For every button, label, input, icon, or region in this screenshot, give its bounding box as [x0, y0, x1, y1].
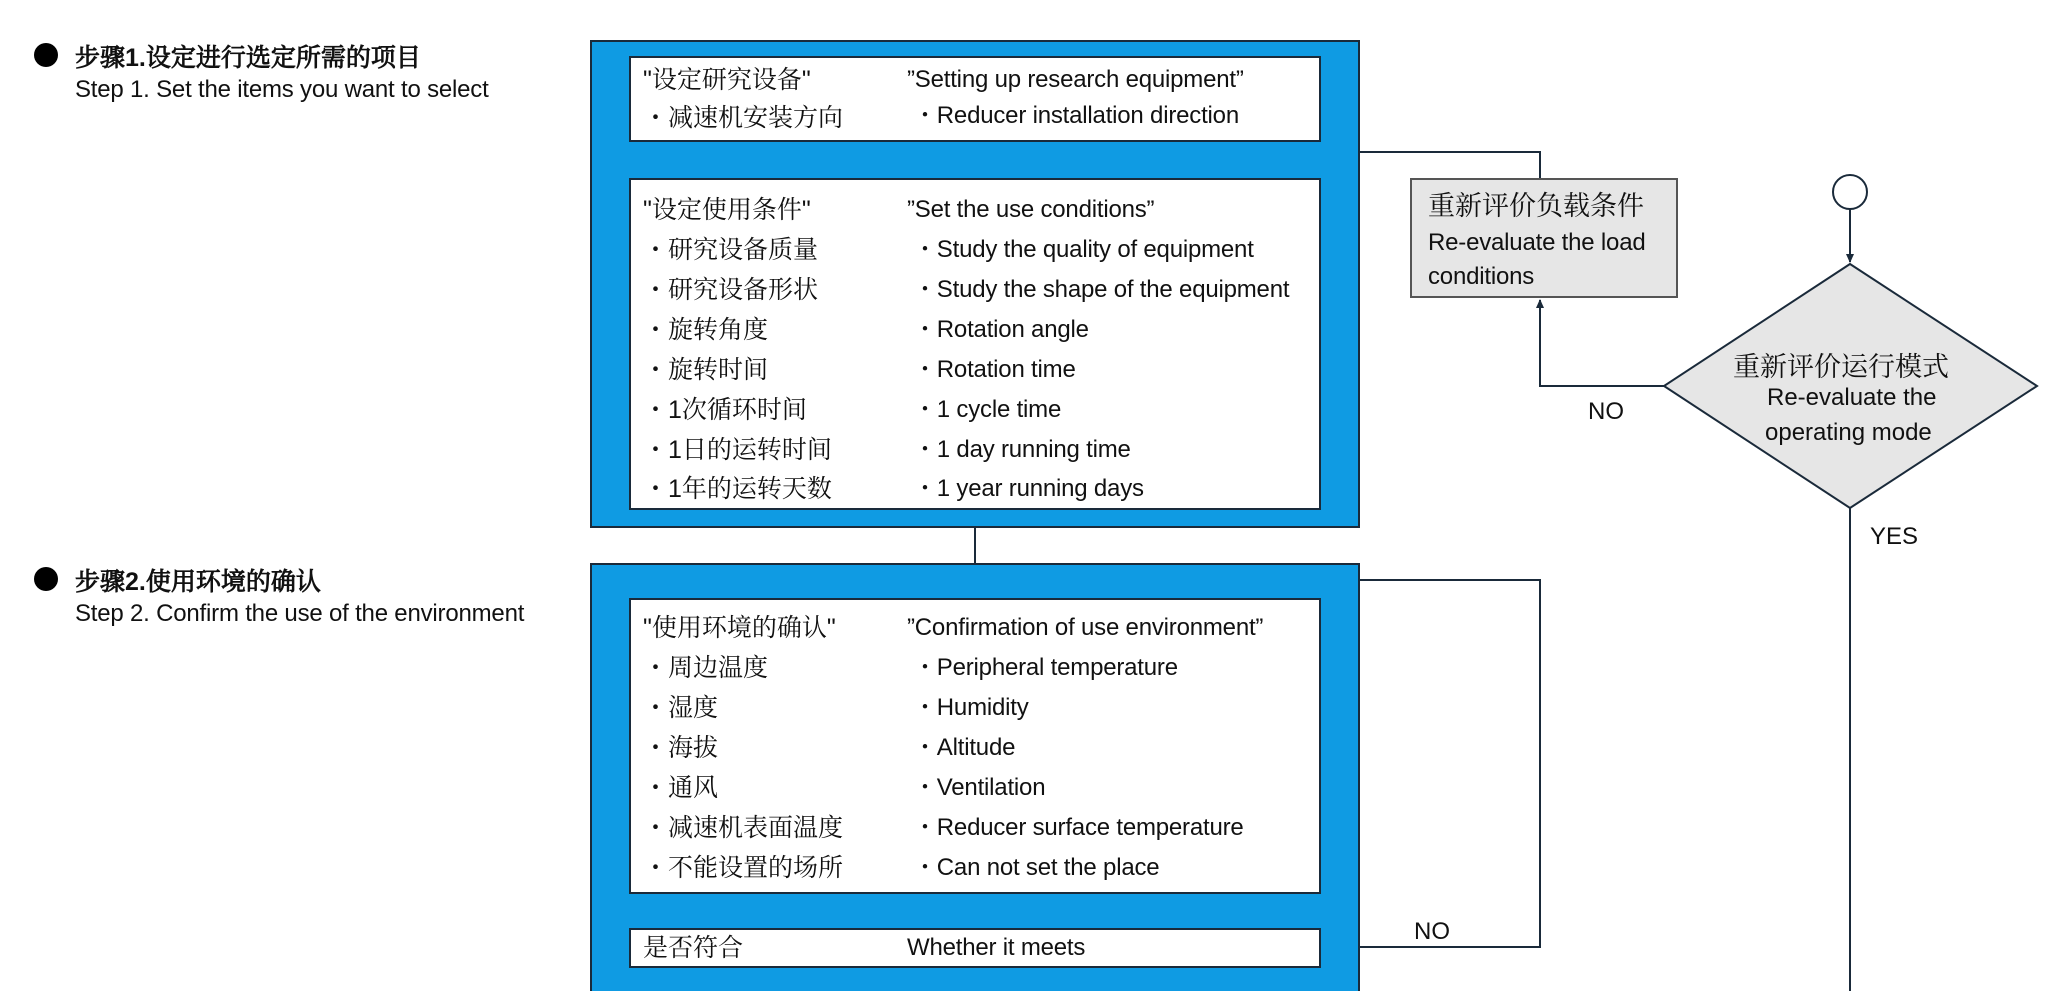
meets-cn: 是否符合	[643, 934, 744, 962]
reevaluate-load-en-2: conditions	[1428, 263, 1535, 290]
conditions-item-en: ・Rotation angle	[913, 316, 1089, 343]
box-use-environment	[629, 598, 1321, 894]
environment-item-en: ・Altitude	[913, 734, 1016, 761]
conditions-item-en: ・Rotation time	[913, 356, 1076, 383]
conditions-item-en: ・Study the shape of the equipment	[913, 276, 1290, 303]
environment-item-cn: ・周边温度	[643, 654, 769, 682]
environment-item-cn: ・不能设置的场所	[643, 854, 844, 882]
box-research-equipment	[629, 56, 1321, 142]
equipment-head-cn: "设定研究设备"	[643, 66, 811, 94]
reevaluate-mode-cn: 重新评价运行模式	[1733, 352, 1949, 382]
environment-item-cn: ・通风	[643, 774, 719, 802]
conditions-item-en: ・Study the quality of equipment	[913, 236, 1254, 263]
conditions-item-en: ・1 day running time	[913, 436, 1131, 463]
environment-item-en: ・Can not set the place	[913, 854, 1160, 881]
environment-item-en: ・Humidity	[913, 694, 1029, 721]
environment-item-cn: ・海拔	[643, 734, 719, 762]
environment-item-en: ・Ventilation	[913, 774, 1046, 801]
conditions-item-en: ・1 year running days	[913, 475, 1144, 502]
step2-bullet	[34, 567, 58, 591]
conditions-item-cn: ・研究设备质量	[643, 236, 819, 264]
box-whether-meets	[629, 928, 1321, 968]
step2-title-en: Step 2. Confirm the use of the environment	[75, 600, 525, 627]
conditions-item-cn: ・1日的运转时间	[643, 436, 832, 464]
label-no-lower: NO	[1414, 918, 1450, 945]
step1-title-cn: 步骤1.设定进行选定所需的项目	[75, 44, 421, 72]
equipment-item-en: ・Reducer installation direction	[913, 102, 1239, 129]
step1-title-en: Step 1. Set the items you want to select	[75, 76, 489, 103]
conditions-item-cn: ・旋转角度	[643, 316, 769, 344]
reevaluate-mode-en-2: operating mode	[1765, 419, 1932, 446]
step1-bullet	[34, 43, 58, 67]
conditions-head-en: ”Set the use conditions”	[907, 196, 1155, 223]
step2-title-cn: 步骤2.使用环境的确认	[75, 568, 321, 596]
conditions-item-cn: ・1次循环时间	[643, 396, 807, 424]
reevaluate-mode-en-1: Re-evaluate the	[1767, 384, 1937, 411]
conditions-head-cn: "设定使用条件"	[643, 196, 811, 224]
conditions-item-cn: ・研究设备形状	[643, 276, 819, 304]
equipment-item-cn: ・减速机安装方向	[643, 104, 844, 132]
environment-item-en: ・Peripheral temperature	[913, 654, 1178, 681]
reevaluate-load-cn: 重新评价负载条件	[1428, 191, 1644, 221]
environment-head-en: ”Confirmation of use environment”	[907, 614, 1264, 641]
box-reevaluate-load	[1410, 178, 1678, 298]
environment-item-cn: ・湿度	[643, 694, 719, 722]
loop-no-upper	[1540, 300, 1664, 386]
conditions-item-cn: ・旋转时间	[643, 356, 769, 384]
equipment-head-en: ”Setting up research equipment”	[907, 66, 1244, 93]
box-use-conditions	[629, 178, 1321, 510]
environment-item-cn: ・减速机表面温度	[643, 814, 844, 842]
environment-head-cn: "使用环境的确认"	[643, 614, 836, 642]
start-terminal	[1833, 175, 1867, 209]
reevaluate-load-en-1: Re-evaluate the load	[1428, 229, 1646, 256]
conditions-item-cn: ・1年的运转天数	[643, 475, 832, 503]
label-no-upper: NO	[1588, 398, 1624, 425]
label-yes: YES	[1870, 523, 1919, 550]
conditions-item-en: ・1 cycle time	[913, 396, 1062, 423]
meets-en: Whether it meets	[907, 934, 1086, 961]
environment-item-en: ・Reducer surface temperature	[913, 814, 1244, 841]
